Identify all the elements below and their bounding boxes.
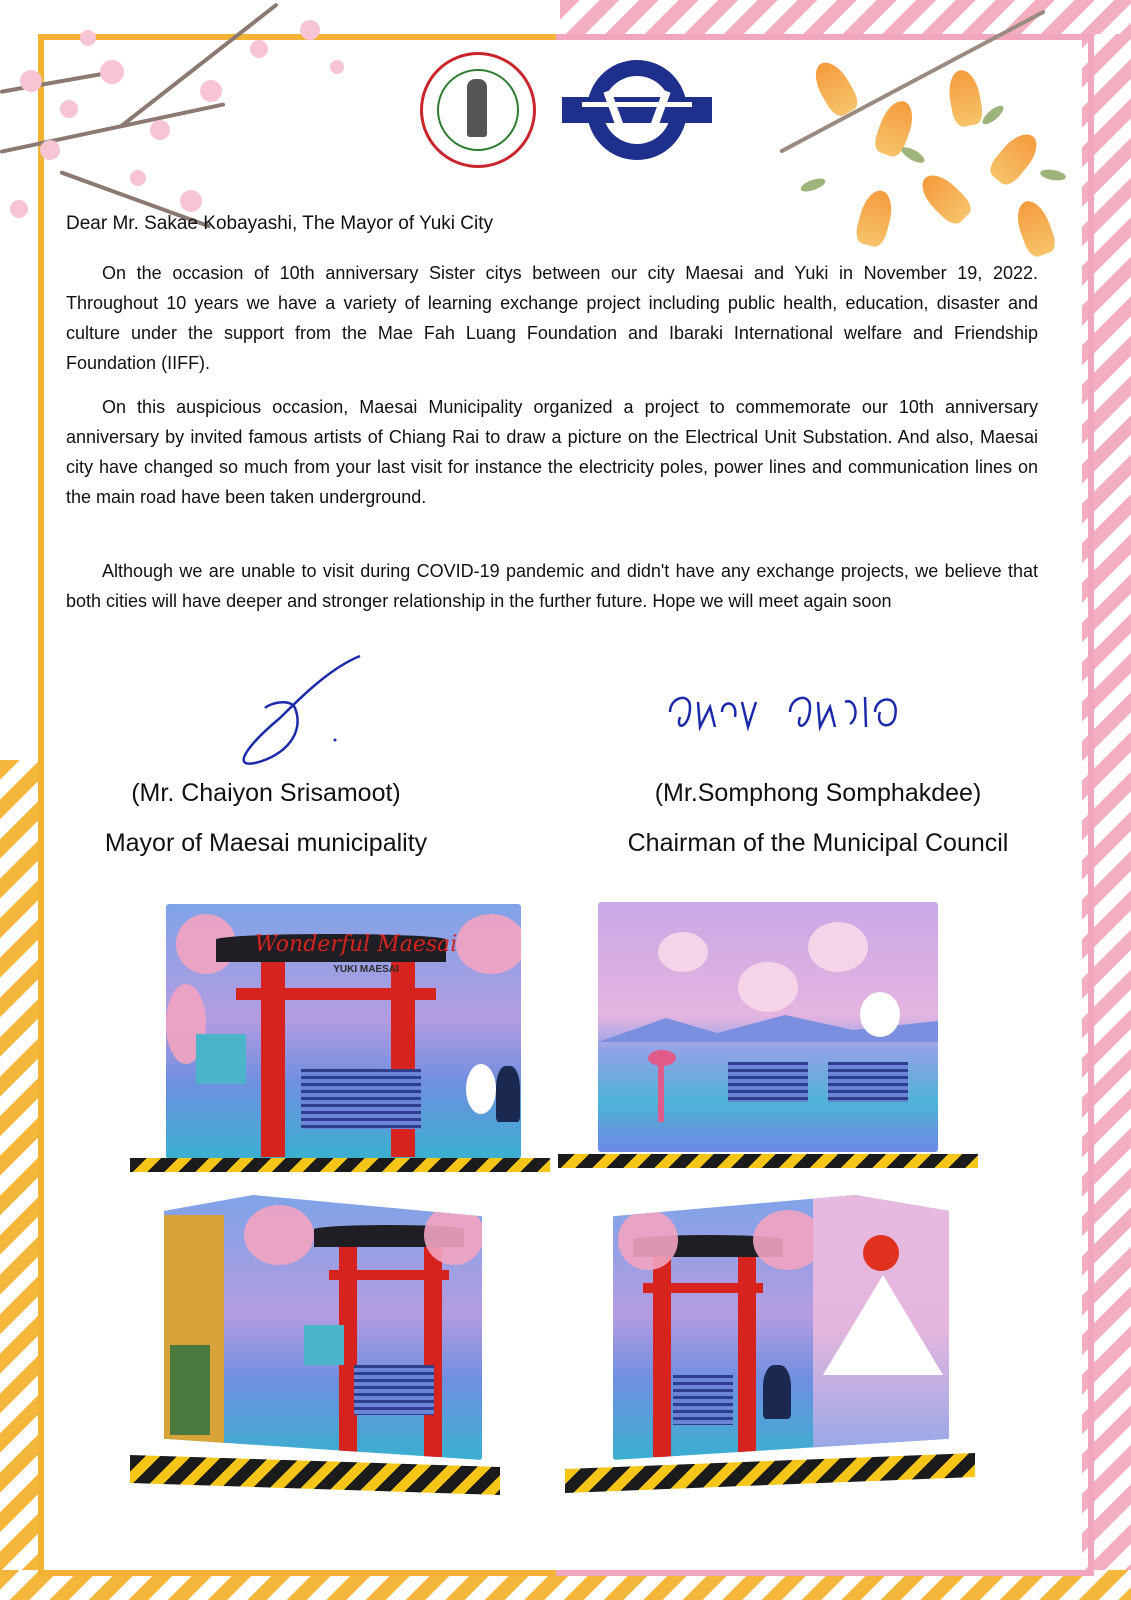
- letter-salutation: Dear Mr. Sakae Kobayashi, The Mayor of Yuki City: [66, 213, 493, 234]
- signatory-title: Mayor of Maesai municipality: [104, 829, 428, 857]
- letter-paragraph-1: On the occasion of 10th anniversary Sister citys between our city Maesai and Yuki in November 19, 2022. Throughout 10 years we have a variety of learning exchange project including public health, education, disaster and culture under the support from the Mae Fah Luang Foundation and Ibaraki International welfare and Friendship Foundation (IIFF).: [66, 263, 1038, 373]
- substation-photo-1: [130, 900, 550, 1180]
- signatory-name: (Mr.Somphong Somphakdee): [654, 779, 982, 807]
- signatory-chairman: [588, 775, 1048, 875]
- substation-photo-4: [565, 1185, 980, 1525]
- mural-subtitle: YUKI MAESAI: [333, 964, 399, 975]
- logo-header: [420, 52, 712, 168]
- gold-stripe-border-left: [0, 760, 40, 1600]
- pink-stripe-border-top: [560, 0, 1131, 34]
- maesai-municipality-seal: [420, 52, 536, 168]
- mayor-signature: [210, 648, 380, 778]
- yuki-city-emblem: [562, 55, 712, 165]
- letter-paragraph-2: On this auspicious occasion, Maesai Municipality organized a project to commemorate our 10th anniversary anniversary by invited famous artists of Chiang Rai to draw a picture on the Electrical Unit Substation. And also, Maesai city have changed so much from your last visit for instance the electricity poles, power lines and communication lines on the main road have been taken underground.: [66, 397, 1038, 507]
- chairman-signature: [660, 672, 920, 742]
- signatory-mayor: [36, 775, 496, 875]
- letter-paragraph-3: Although we are unable to visit during COVID-19 pandemic and didn't have any exchange projects, we believe that both cities will have deeper and stronger relationship in the further future. Hope we will meet again soon: [66, 561, 1038, 611]
- substation-photo-2: [558, 900, 978, 1180]
- signatory-name: (Mr. Chaiyon Srisamoot): [131, 779, 401, 807]
- signatory-title: Chairman of the Municipal Council: [627, 829, 1009, 857]
- substation-photo-3: [130, 1185, 550, 1525]
- mural-title: Wonderful Maesai: [254, 932, 458, 957]
